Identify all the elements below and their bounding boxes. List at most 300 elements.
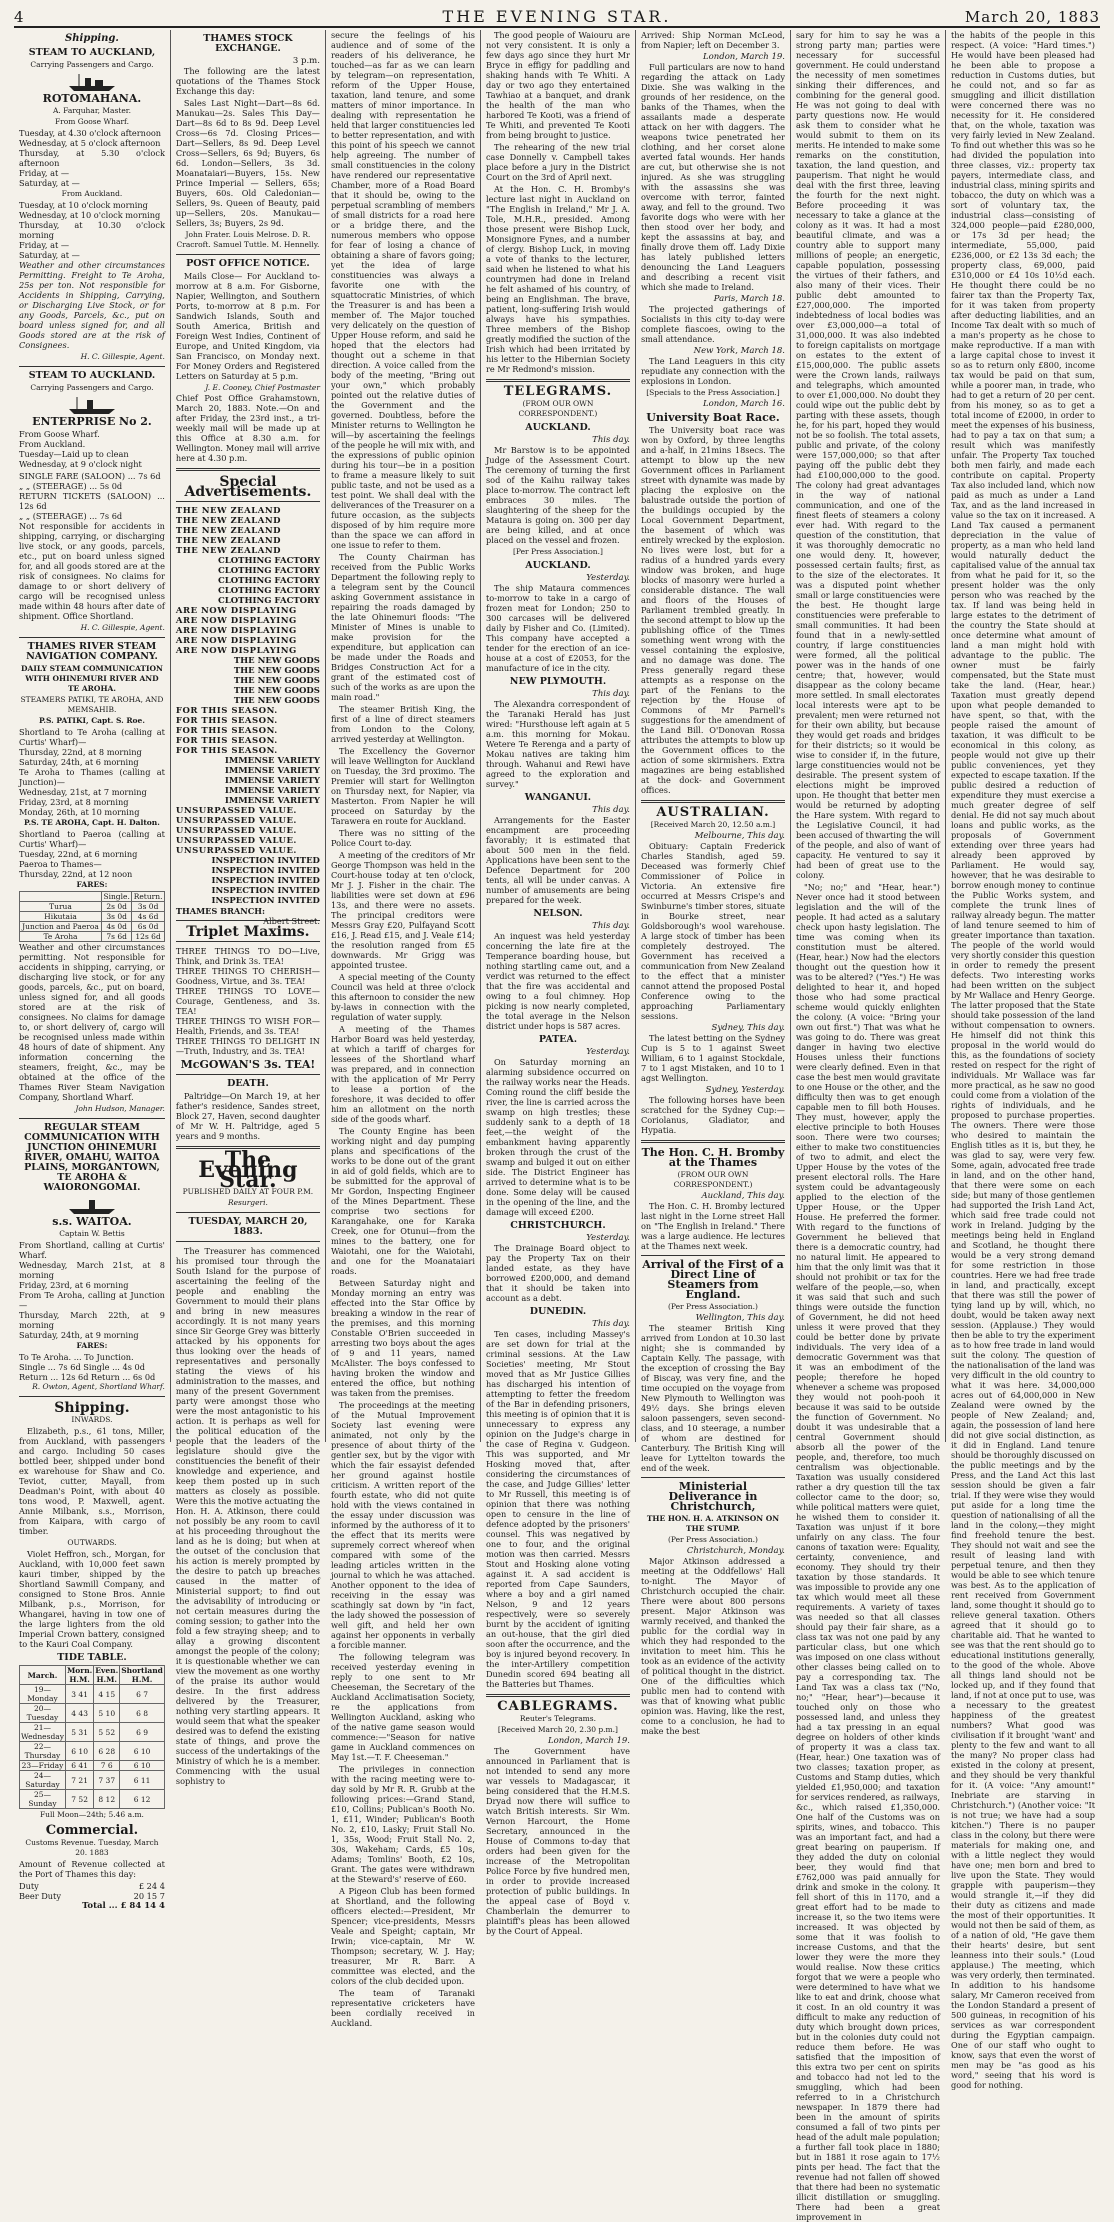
speech-continued: sary for him to say he was a strong party man; parties were necessary for successful government. He could understand the necessity of men sometimes sinking their differences, and combining for the general good. He was not going to deal with party questions now. He would ask them to consider what he would submit to them on its merits. He intended to make some remarks on the constitution, taxation, the land question, and pauperism. That night he would deal with the first three, leaving the fourth for the next night. Before proceeding it was necessary to take a glance at the colony as it was. It had a most beautiful climate, and was a country able to support many millions of people; an energetic, capable population, possessing the virtues of their fathers, and also many of their vices. Their public debt amounted to £27,000,000. The imported indebtedness of local bodies was over £3,000,000—a total of 31,000,000. It was also indebted to foreign capitalists on mortgage on estates to the extent of £15,000,000. The public assets were the Crown lands, railways and telegraphs, which amounted to over £1,000,000. No doubt they could wipe out the public debt by parting with these assets, though he, for his part, hoped they would not be so foolish. The total assets, public and private, of the colony were 157,000,000; so that after paying off the public debt they had £100,000,000 to the good. The colony had great advantages in the way of national communication, and one of the finest fleets of steamers a colony ever had. With regard to the question of the constitution, that it was thoroughly democratic no one would deny. It, however, possessed certain faults; first, as to the size of the electorates. It was a disputed point whether small or large constituencies were the best. He thought large constituencies were preferable to small communities. It had been found that in a newly-settled country, if large constituencies were formed, all the political power was in the hands of one centre; that, however, would disappear as the colony became more settled. In small electorates local interests were apt to be prevalent; men were returned not for their own ability, but because they would get roads and bridges for their districts; so it would be wise to consider if, in the future, large constituencies would not be desirable. The present system of elections might be improved upon. He thought that better men would be returned by adopting the Hare system. With regard to the Legislative Council, it had been accused of thwarting the will of the people, and also of want of capacity. He ventured to say it had been of great use to the colony. xyxy=(795,30,940,880)
table-cell: 21—Wednesday xyxy=(21,1723,64,1741)
news-paragraph: At the Hon. C. H. Bromby's lecture last night in Auckland on "The English in Ireland," Mr J. A. Tole, M.H.R., presided. Among those present were Bishop Luck, Monsignore Fynes, and a number of clergy. Bishop Luck, in moving a vote of thanks to the lecturer, said when he listened to what his countrymen had done in Ireland he felt ashamed of his country, of being an Englishman. The brave, patient, long-suffering Irish would always have his sympathies. Three members of the Bishop greatly modified the suction of the Irish which had been irritated by his letter to the Hibernian Society re Mr Redmond's mission. xyxy=(485,184,630,374)
table-cell: 3s 0d xyxy=(132,902,165,912)
telegram-body: The ship Mataura commences to-morrow to take in a cargo of frozen meat for London; 250 to 300 carcases will be delivered daily by Fisher and Co. (Limited). This company have accepted a tender for the erection of an ice-house at a cost of £2053, for the manufacture of ice in the city. xyxy=(485,583,630,673)
telegram-body: Ten cases, including Massey's are set down for trial at the criminal sessions. At the Law Societies' meeting, Mr Stout moved that as Mr Justice Gillies has discharged his intention of attempting to fetter the freedom of the Bar in defending prisoners, this meeting is of opinion that it is unnecessary to express any opinion on the Judge's charge in the case of Regina v. Gudgeon. This was supported, and Mr Hosking moved that, after considering the circumstances of the case, and Judge Gillies' letter to Mr Russell, this meeting is of opinion that there was nothing open to censure in the line of defence adopted by the prisoners' counsel. This was negatived by one to four, and the original motion was then carried. Messrs Stout and Hosking alone voting against it. A sad accident is reported from Cape Saunders, where a boy and a girl named Nelson, 9 and 12 years respectively, were so severely burnt by the accident of igniting an out-house, that the girl died soon after the occurrence, and the boy is injured beyond recovery. In the inter-Artillery competition Dunedin scored 694 beating all the Batteries but Thames. xyxy=(485,1329,630,1689)
commercial-label: Duty xyxy=(19,1881,39,1891)
schedule-line: Te Aroha to Thames (calling at Junction)— xyxy=(19,767,165,787)
ad-subtitle: Carrying Passengers and Cargo. xyxy=(30,60,154,69)
table-cell: 5 10 xyxy=(94,1704,120,1723)
divider xyxy=(176,1074,320,1075)
table-row xyxy=(20,932,165,942)
post-office-heading: POST OFFICE NOTICE. xyxy=(186,258,310,269)
table-cell: 6 41 xyxy=(65,1761,93,1771)
paper-nameplate: The Evening Star. xyxy=(198,1147,298,1193)
schedule-line: Wednesday, March 21st, at 8 morning xyxy=(19,1260,165,1280)
table-cell: 6s 0d xyxy=(132,922,165,932)
schedule-line: From Goose Wharf. xyxy=(19,429,100,439)
news-paragraph: The County Chairman has received from the Public Works Department the following reply to a telegram sent by the Council asking Government assistance in repairing the roads damaged by the late Ohinemuri floods: "The Minister of Mines is unable to make provision for the expenditure, but application can be made under the Roads and Bridges Construction Act for a grant of the estimated cost of such of the works as are upon the main road." xyxy=(330,552,475,702)
cablegrams-subtitle: Reuter's Telegrams. xyxy=(519,1714,597,1723)
table-cell: 25—Sunday xyxy=(20,1790,66,1809)
ad-title: REGULAR STEAM COMMUNICATION WITH JUNCTION OHINEMURI RIVER, OMAHU, WAITOA PLAINS, MORGANTOWN, TE AROHA & WAIORONGOMAI. xyxy=(24,1122,160,1193)
speech-continued: the habits of the people in this respect. (A voice: "Hard times.") He would have been pleased had he been able to propose a reduction in Customs duties, but he could not, and so far as smuggling and illicit distillation were concerned there was no necessity for it. He considered that, on the whole, taxation was very fairly levied in New Zealand. To find out whether this was so he had divided the population into three classes, viz.: property tax payers, intermediate class, and industrial class, mining spirits and tobacco, the duty on which was a sort of voluntary tax, the industrial class—consisting of 324,000 people—paid £280,000, or 17s 3d per head; the intermediate, 55,000, paid £236,000, or £2 13s 3d each; the property class, 69,000, paid £310,000 or £4 10s 10½d each. He thought there could be no fairer tax than the Property Tax, for it was taken from property after deducting liabilities, and an Income Tax dealt with so much of a man's property as he chose to make reproductive. If a man with a large capital chose to invest it so as to return only £800, income tax would be paid on that sum, while a poorer man, in trade, who had to get a return of 20 per cent. from his money, so as to get a total income of £2000, in order to meet the expenses of his business, had to pay a tax on that sum; a result which was manifestly unfair. The Property Tax touched both men fairly, and made each contribute on capital. Property Tax also included land, which now paid as much as under a Land Tax, and as the land increased in value so the tax on it increased. A Land Tax caused a permanent depreciation in the value of property, as a man who held land would naturally deduct the capitalised value of the annual tax from what he paid for it, so the present holder was the only person who was reached by the tax. If land was being held in large estates to the detriment of the country the State should at once determine what amount of land a man might hold with advantage to the public. The owner must be fairly compensated, but the State must take the land. (Hear, hear.) Taxation must greatly depend upon what people demanded to have spent, so that, with the people raised the amount of taxation, it was difficult to be economical in this colony, as people would not give up their public conveniences, yet they expected to escape taxation. If the public desired a reduction of expenditure they must exercise a much greater degree of self denial. He did not say much about loans and public works, as the proposals of Government extending over three years had already been approved by Parliament. He would say, however, that he was desirable to borrow enough money to continue the Public Works system, and complete the trunk lines of railway already begun. The matter of land tenure seemed to him of greater importance than taxation. The people of the world would very shortly consider this question in order to remedy the present defects. Two interesting works had been written on the subject by Mr Wallace and Henry George. The latter proposed that the State should take possession of the land without compensation to owners. He himself did not think this proposal in the world would do this, as the foundations of society rested on respect for the right of individuals. Mr Wallace was far more practical, as he saw no good could come from a violation of the rights of individuals, and he proposed to purchase properties. The owners. There were those who desired to maintain the English titles as it is, but they, he was glad to say, were very few. Some, again, advocated free trade in land, and on the other hand, that there were some on each side; but many of those gentlemen had supported the Irish Land Act, which said free trade could not work in Ireland. Judging by the meetings being held in England and Scotland, he thought there would be a very strong demand for some restriction in those countries. Here we had free trade in land, and practically, except that there was still the power of tying land up by will, which, no doubt, would be taken away next session. (Applause.) They would then be able to try the experiment as to how free trade in land would suit the colony. The question of the nationalisation of the land was very difficult in the old country to what it was here. 34,000,000 acres out of 64,000,000 in New Zealand were owned by the people of New Zealand; and, again, the possession of land here did not give social distinction, as it did in England. Land tenure should be thoroughly discussed on the public meetings and by the Press, and the Land Act this last session should be given a fair trial. If they were wise they would put aside for a long time the question of nationalising of all the land in the colony,—they might find freehold tenure the best. They should not wait and see the result of leasing land with perpetual tenure, and then they would be able to see which tenure was best. As to the application of rent received from Government land, some thought it should go to relieve general taxation. Others agreed that it should go to charitable aid. That he wanted to see was that the rent should go to educational institutions generally, to the good of the whole. Above all things land should not be locked up, and if they found that land, if not at once put to use, was a necessary to the greatest happiness of the greatest numbers? What good was civilisation if it brought 'want' and plenty to the few and want to all the many? No proper class had existed in the colony at present, and they should be very thankful for it. (A voice: "Any amount!" Inebriate are starving in Christchurch.") (Another voice: "It is not true; we have had a soup kitchen.") There is no pauper class in the colony, but there were materials for making one, and with a little neglect they would have one; men born and bred to live upon the State. They would grapple with pauperism—they would strangle it,—if they did their duty as citizens and made the most of their opportunities. It would not then be said of them, as of a nation of old, "He gave them their hearts' desire, but sent leanness into their souls." (Loud applause.) The meeting, which was very orderly, then terminated. In addition to his handsome salary, Mr Cameron received from the London Standard a present of 500 guineas, in recognition of his services as war correspondent during the Egyptian campaign. One of our staff who ought to know, says that even the worst of men may be "as good as his word," seeing that his word is good for nothing. xyxy=(951,30,1096,2090)
tide-table-heading: TIDE TABLE. xyxy=(57,1652,127,1663)
cable-body: The following horses have been scratched for the Sydney Cup:—Coriolanus, Gladiator, and Hypatia. xyxy=(640,1095,785,1135)
column-6 xyxy=(790,30,945,2222)
steamship-icon xyxy=(65,72,119,92)
commercial-body: Amount of Revenue collected at the Port of Thames this day: xyxy=(19,1859,165,1879)
shipping-heading: Shipping. xyxy=(54,1400,130,1416)
ad-line: FOR THIS SEASON. xyxy=(175,726,278,736)
ad-agent: H. C. Gillespie, Agent. xyxy=(80,623,165,632)
table-cell: 6 10 xyxy=(120,1761,165,1771)
ship-master: A. Farquhar, Master. xyxy=(52,106,131,115)
ad-title: STEAM TO AUCKLAND, xyxy=(28,47,156,58)
schedule-line: Saturday, at — xyxy=(19,178,80,188)
dateline-date: Sydney, Yesterday. xyxy=(705,1085,785,1095)
ad-note: Weather and other circumstances Permitting. Freight to Te Aroha, 25s per ton. Not responsible for Accidents in Shipping, Carrying, or Discharging Live Stock, or for any Goods, Parcels, &c., put on board unless signed for, and all Goods stored are at the risk of Consignees. xyxy=(19,260,165,350)
ad-line: UNSURPASSED VALUE. xyxy=(175,846,297,856)
table-cell: Single. xyxy=(103,892,130,901)
table-cell: 6 10 xyxy=(65,1742,93,1761)
commercial-value: £ 24 4 xyxy=(138,1881,165,1891)
ad-block xyxy=(175,506,320,926)
dateline-date: Auckland, This day. xyxy=(701,1191,785,1201)
table-row xyxy=(20,1685,165,1704)
table-cell: 7 6 xyxy=(94,1761,120,1771)
ad-line: IMMENSE VARIETY xyxy=(224,796,320,806)
ad-note: Not responsible for accidents in shipping, carrying, or discharging live stock, or any goods, parcels, etc., put on board unless signed for, and all goods stored are at the risk of consignees. No claims for damage to or short delivery of cargo will be recognised unless made within 48 hours after date of shipment. Office Shortland. xyxy=(19,521,165,621)
cable-body: The projected gatherings of Socialists in this city to-day were complete fiascoes, owing to the small attendance. xyxy=(640,304,785,344)
commercial-total: Total ... £ 84 14 4 xyxy=(82,1901,165,1911)
dateline-date: This day. xyxy=(592,921,630,931)
newspaper-title: THE EVENING STAR. xyxy=(442,7,672,26)
telegram-body: The Alexandra correspondent of the Taranaki Herald has just wired: "Hursthouse left again at 5 a.m. this morning for Mokau. Wetere Te Rerenga and a party of Mokau natives are taking him through. Wahanui and Rewi have agreed to the exploration and survey." xyxy=(485,699,630,789)
ship-name: s.s. WAITOA. xyxy=(52,1215,132,1228)
table-row xyxy=(20,1790,165,1809)
table-cell: 4 15 xyxy=(94,1685,120,1704)
dateline-date: New York, March 18. xyxy=(693,346,785,356)
schedule-line: Friday, at — xyxy=(19,168,70,178)
outwards-heading: OUTWARDS. xyxy=(67,1538,117,1547)
schedule-line: Thursday, at 10.30 o'clock morning xyxy=(19,220,165,240)
schedule-list xyxy=(19,128,165,188)
schedule-line: Saturday, 24th, at 6 morning xyxy=(19,757,139,767)
ad-line: ARE NOW DISPLAYING xyxy=(175,616,297,626)
divider xyxy=(19,1118,165,1119)
table-row xyxy=(20,1771,165,1790)
column-header: Even. H.M. xyxy=(95,1666,119,1684)
dateline-place: NELSON. xyxy=(533,908,583,919)
divider xyxy=(19,637,165,638)
schedule-line: Saturday, at — xyxy=(19,250,80,260)
schedule-line: Thursday, March 22th, at 9 morning xyxy=(19,1310,165,1330)
ad-line: IMMENSE VARIETY xyxy=(224,786,320,796)
dateline-place: AUCKLAND. xyxy=(525,422,591,433)
fare-line: Single ... 7s 6d Single ... 4s 0d xyxy=(19,1362,145,1372)
editorial-body: The Treasurer has commenced his promised tour through the South Island for the purpose of ascertaining the feeling of the people and enabling the Government to mould their plans and bring in new measures accordingly. It is not many years since Sir George Grey was bitterly attacked by his opponents for thus looking over the heads of representatives and personally stating the views of his administration to the masses, and many of the present Government party were amongst those who were the most antagonistic to his action. It is perhaps as well for the political education of the people that the leaders of the legislature should give the constituencies the benefit of their knowledge and experience, and keep them posted up in such matters as closely as possible. Were this the motive actuating the Hon. H. A. Atkinson, there could not possibly be any room to cavil at his proceeding throughout the land as he is doing; but when at the outset of the conclusion that his action is merely prompted by the desire to patch up breaches caused in the matter of Ministerial support; to find out the advisability of introducing or not certain measures during the coming session; to gather into the fold a few straying sheep; and to allay a growing discontent amongst the people of the colony; it is questionable whether we can view the movement as one worthy of the praise its author would desire. In the first address delivered by the Treasurer, nothing very startling appears. It would seem that what the speaker desired was to defend the existing state of things, and prove the success of the undertakings of the Ministry of which he is a member. Commencing with the usual sophistry to xyxy=(175,1246,320,1786)
column-header: Morn. H.M. xyxy=(66,1666,93,1684)
fares-table xyxy=(19,891,165,942)
issue-date: March 20, 1883 xyxy=(964,8,1100,26)
inwards-body: Elizabeth, p.s., 61 tons, Miller, from Auckland, with passengers and cargo. Including 50 cases bottled beer, shipped under bond ex warehouse for Shaw and Co. Teviot, cutter, Mayall, from Deadman's Point, with about 40 tons wood, P. Maxwell, agent. Annie Milbank, s.s., Morrison, from Kaipara, with cargo of timber. xyxy=(19,1426,165,1536)
ad-line: CLOTHING FACTORY xyxy=(217,596,320,606)
dateline-place: CHRISTCHURCH. xyxy=(510,1220,606,1231)
divider xyxy=(176,501,320,502)
news-paragraph: The steamer British King arrived from London at 10.30 last night; she is commanded by Captain Kelly. The passage, with the exception of crossing the Bay of Biscay, was very fine, and the time occupied on the voyage from New Plymouth to Wellington was 49½ days. She brings eleven saloon passengers, seven second-class, and 10 steerage, a number of whom are destined for Canterbury. The British King will leave for Lyttelton towards the end of the week. xyxy=(640,1323,785,1473)
schedule-list xyxy=(19,200,165,260)
schedule-line: Wednesday, at 9 o'clock night xyxy=(19,459,142,469)
masthead xyxy=(14,6,1100,28)
ad-line: THE NEW ZEALAND xyxy=(175,526,281,536)
news-paragraph: The rehearing of the new trial case Donnelly v. Campbell takes place before a jury in the District Court on the 3rd of April next. xyxy=(485,142,630,182)
ad-line: ARE NOW DISPLAYING xyxy=(175,646,297,656)
table-cell: 6 12 xyxy=(120,1790,165,1809)
received-note: [Received March 20, 12.50 a.m.] xyxy=(650,820,776,829)
divider xyxy=(486,1694,630,1697)
ad-agent: H. C. Gillespie, Agent. xyxy=(80,352,165,361)
fares-heading: FARES: xyxy=(76,880,108,889)
news-paragraph: Arrived: Ship Norman McLeod, from Napier; left on December 3. xyxy=(640,30,785,50)
speech-paragraph: "No; no;" and "Hear, hear.") Never once had it stood between legislation and the will of the people. It had acted as a salutary check upon hasty legislation. The time was coming when its constitution must be altered. (Hear, hear.) Now had the electors thought out the question how it was to be altered? ("Yes.") He was delighted to hear it, and hoped those who had some practical scheme would quickly enlighten the colony. (A voice: "Bring your own out first.") That was what he was going to do. There was great danger in having two elective Houses unless their functions were clearly defined. Even in that case the best men would gravitate to one House or the other, and the difficulty then was to get enough capable men to fill both Houses. They must, however, apply the elective principle to both Houses soon. There were two courses; either to make two constituencies of two to admit, and elect the Upper House by the votes of the present electoral rolls. The Hare system could be advantageously applied to the election of the Upper House, or the Upper House. He preferred the former. With regard to the functions of Government he believed that there is a democratic country, had no natural limit. He appeared to him that the only limit was that it should not prohibit or tax for the welfare of the people,—so, when it was said that such and such things were outside the function of Government, he did not heed unless it were proved that they could be better done by private individuals. The very idea of a democratic Government was that it was an embodiment of the people; therefore he hoped whenever a scheme was proposed they would not pooh-pooh it because it was said to be outside the function of Government. No doubt it was undesirable that a central Government should absorb all the power of the people, and, therefore, too much centralism was objectionable. Taxation was usually considered rather a dry question till the tax collector came to the door; so, while political matters were quiet, he wished them to consider it. Taxation was unjust if it bore unfairly on any class. The four canons of taxation were: Equality, certainty, convenience, and economy. They should try their taxation by those standards. It was impossible to provide any one tax which would meet all these requirements. A variety of taxes was needed so that all classes should pay their fair share, as a class tax was not one paid by any particular class, but one which was imposed on one class without other classes being called on to pay a corresponding tax. The Land Tax was a class tax ("No, no;" "Hear, hear")—because it touched only on those who possessed land, and unless they had a tax pressing in an equal degree on holders of other kinds of property it was a class tax. (Hear, hear.) One taxation was of two classes; taxation proper, as Customs and Stamp duties, which yielded £1,950,000; and taxation for services rendered, as railways, &c., which raised £1,350,000. One half of the Customs was on spirits, wines, and tobacco. This was an important fact, and had a great bearing on pauperism. If they added the duty on colonial beer, they would find that £762,000 was paid annually for drink and smoke in the colony. It fell short of this in 1170, and a great effort had to be made to increase it, so the two items were increased. It was objected by some that it was foolish to increase Customs, and that the lower they were the more they would realise. Now these critics forgot that we were a people who were determined to have what we like to eat and drink, choose what it cost. In an old country it was difficult to make any reduction of duty which brought down prices, but in the colonies duty could not reduce them before. He was satisfied that the imposition of this extra two per cent on spirits and tobacco had not led to the smuggling, which had been referred to in a Christchurch newspaper. In 1879 there had been in the amount of spirits consumed a fall of two pints per head of the adult male population; a further fall took place in 1880; but in 1881 it rose again to 17½ pints per head. The fact that the revenue had not fallen off showed that there had been no systematic illicit distillation or smuggling. There had been a great improvement in xyxy=(795,882,940,2222)
table-cell: Junction and Paeroa xyxy=(20,922,102,932)
ad-agent: John Hudson, Manager. xyxy=(75,1104,165,1113)
schedule-line: Thursday, 22nd, at 12 noon xyxy=(19,869,133,879)
ad-line: IMMENSE VARIETY xyxy=(224,756,320,766)
table-cell: 4 43 xyxy=(65,1704,93,1723)
table-row xyxy=(20,892,165,902)
post-office-note: Chief Post Office Grahamstown, March 20, 1883. Note.—On and after Friday, the 23rd inst., a tri-weekly mail will be made up at this Office at 8.30 a.m. for Wellington. Money mail will arrive here at 4.30 p.m. xyxy=(175,393,320,463)
triplet-line: THREE THINGS TO WISH FOR—Health, Friends, and 3s. TEA! xyxy=(175,1016,320,1036)
schedule-line: Friday, 23rd, at 6 morning xyxy=(19,1280,129,1290)
ad-line: INSPECTION INVITED xyxy=(211,886,320,896)
death-notice: Paltridge—On March 19, at her father's residence, Sandes street, Block 27, Haven, second daughter of Mr W. H. Paltridge, aged 5 years and 9 months. xyxy=(175,1091,320,1141)
commercial-line xyxy=(19,1881,165,1891)
table-cell: Return. xyxy=(133,892,163,901)
telegram-body: Mr Barstow is to be appointed Judge of the Assessment Court. The ceremony of turning the first sod of the Kaihu railway takes place to-morrow. The contract left embraces 30 miles. The slaughtering of the sheep for the Mataura is going on. 300 per day are being killed, and at once placed on the vessel and frozen. xyxy=(485,445,630,545)
schedule-line: Wednesday, 21st, at 7 morning xyxy=(19,787,147,797)
commercial-label: Beer Duty xyxy=(19,1891,61,1901)
schedule-line: Tuesday, at 10 o'clock morning xyxy=(19,200,148,210)
column-3 xyxy=(325,30,480,2028)
ship-name: P.S. TE AROHA, Capt. H. Dalton. xyxy=(24,818,160,827)
ad-line: IMMENSE VARIETY xyxy=(224,776,320,786)
ship-name: ENTERPRISE No 2. xyxy=(32,415,152,428)
dateline-date: London, March 19. xyxy=(548,1736,630,1746)
news-paragraph: The Hon. C. H. Bromby lectured last night in the Lorne street Hall on "The English in Ireland." There was a large audience. He lectures at the Thames next week. xyxy=(640,1201,785,1251)
schedule-line: Saturday, 24th, at 9 morning xyxy=(19,1330,139,1340)
ministerial-subtitle: THE HON. H. A. ATKINSON ON THE STUMP. xyxy=(646,1514,780,1533)
steamship-icon xyxy=(65,395,119,415)
paper-subtitle: PUBLISHED DAILY AT FOUR P.M. xyxy=(182,1187,314,1196)
news-paragraph: A Pigeon Club has been formed at Shortland, and the following officers elected:—President, Mr Spencer; vice-presidents, Messrs Veale and Speight; captain, Mr Irwin; vice-captain, Mr W. Thompson; secretary, W. J. Hay; treasurer, Mr R. Barr. A committee was elected, and the colors of the club decided upon. xyxy=(330,1886,475,1986)
ad-line: FOR THIS SEASON. xyxy=(175,746,278,756)
press-credit: [Per Press Association.] xyxy=(512,547,603,556)
table-cell: 6 9 xyxy=(120,1723,165,1742)
tide-note: Full Moon—24th; 5.46 a.m. xyxy=(39,1810,144,1819)
ad-line: THE NEW GOODS xyxy=(233,656,320,666)
press-credit: (Per Press Association.) xyxy=(667,1535,758,1544)
special-ads-heading: Special Advertisements. xyxy=(184,474,312,500)
column-5 xyxy=(635,30,790,1736)
ad-line: IMMENSE VARIETY xyxy=(224,766,320,776)
table-cell: Hikutaia xyxy=(20,912,102,922)
ad-title: THAMES RIVER STEAM NAVIGATION COMPANY. xyxy=(26,641,158,662)
dateline-date: Yesterday. xyxy=(586,1047,630,1057)
table-row xyxy=(20,1761,165,1771)
ad-line: THE NEW ZEALAND xyxy=(175,546,281,556)
divider xyxy=(176,941,320,942)
ad-branch-line xyxy=(175,906,320,926)
fare-line: „ „ (STEERAGE) ... 5s 0d xyxy=(19,481,123,491)
news-paragraph: The team of Taranaki representative cricketers have been cordially received in Auckland. xyxy=(330,1988,475,2028)
ship-captain: Captain W. Bettis xyxy=(59,1229,125,1238)
dateline-date: Sydney, This day. xyxy=(711,1023,785,1033)
table-cell: 4s 6d xyxy=(132,912,165,922)
dateline-date: London, March 19. xyxy=(703,52,785,62)
cable-body: The Government have announced in Parliament that is not intended to send any more war vessels to Madagascar, it being considered that the H.M.S. Dryad now there will suffice to watch British interests. Sir Wm. Vernon Harcourt, the Home Secretary, announced in the House of Commons to-day that orders had been given for the increase of the Metropolitan Police Force by five hundred men, in order to provide increased protection of public buildings. In the appeal case of Boyd v. Chamberlain the demurrer to plaintiff's pleas has been allowed by the Court of Appeal. xyxy=(485,1746,630,1936)
dateline-date: This day. xyxy=(592,689,630,699)
table-cell: 23—Friday xyxy=(20,1761,66,1771)
divider xyxy=(176,1241,320,1242)
postmaster-signature: J. E. Cooney, Chief Postmaster xyxy=(205,383,320,392)
divider xyxy=(176,254,320,255)
divider xyxy=(641,1140,785,1143)
schedule-line: Thursday, at 5.30 o'clock afternoon xyxy=(19,148,165,168)
cable-body: The latest betting on the Sydney Cup is 5 to 1 against Sweet William, 6 to 1 against Stockdale, 7 to 1 agst Mistaken, and 10 to 1 agst Wellington. xyxy=(640,1033,785,1083)
bromby-heading: The Hon. C. H. Bromby at the Thames xyxy=(641,1146,785,1169)
column-header: Shortland H.M. xyxy=(121,1666,163,1684)
fare-line: SINGLE FARE (SALOON) ... 7s 6d xyxy=(19,471,161,481)
telegrams-heading: TELEGRAMS. xyxy=(503,384,613,399)
ad-note: Weather and other circumstances permitting. Not responsible for accidents in shipping, carrying, or discharging live stock, or for any goods, parcels, &c., put on board, unless signed for, and all goods stored are at the risk of consignees. No claims for damage to, or short delivery of, cargo will be recognised unless made within 48 hours of date of shipment. Any information concerning the steamers, freight, &c., may be obtained at the office of the Thames River Steam Navigation Company, Shortland Wharf. xyxy=(19,942,165,1102)
ad-line: ARE NOW DISPLAYING xyxy=(175,636,297,646)
news-paragraph: The County Engine has been working night and day pumping plans and specifications of the works to be done out of the grant in aid of gold fields, which are to be submitted for the approval of Mr Gordon, Inspecting Engineer of the Mines Department. These comprise two sections for Karangahake, one for Karaka Creek, one for Otunui—from the mines to the battery, one for Waiotahi, one for the Waiotahi, and one for the Moanataiari roads. xyxy=(330,1126,475,1276)
table-row xyxy=(20,902,165,912)
ad-branch: THAMES BRANCH: xyxy=(175,906,266,916)
table-cell: 7 52 xyxy=(65,1790,93,1809)
boat-race-heading: University Boat Race. xyxy=(646,411,780,424)
fare-line: Return ... 12s 6d Return ... 6s 0d xyxy=(19,1372,156,1382)
ad-line: CLOTHING FACTORY xyxy=(217,586,320,596)
ad-subtitle: Carrying Passengers and Cargo. xyxy=(30,383,154,392)
ad-line: THE NEW GOODS xyxy=(233,666,320,676)
table-cell: 6 11 xyxy=(120,1771,165,1790)
dateline-date: Paris, March 18. xyxy=(713,294,785,304)
table-cell: 7 21 xyxy=(65,1771,93,1790)
commercial-heading: Commercial. xyxy=(45,1823,139,1838)
cable-body: The Land Leaguers in this city repudiate any connection with the explosions in London. xyxy=(640,356,785,386)
schedule-heading: From Auckland. xyxy=(61,189,123,198)
dateline-date: Yesterday. xyxy=(586,1233,630,1243)
news-paragraph: A meeting of the Thames Harbor Board was held yesterday, at which a tariff of charges for lessees of the Shortland wharf was prepared, and in connection with the application of Mr Perry to lease a portion of the foreshore, it was decided to offer him an allotment on the north side of the goods wharf. xyxy=(330,1024,475,1124)
ministerial-heading: Ministerial Deliverance in Christchurch, xyxy=(668,1480,758,1513)
cable-body: The University boat race was won by Oxford, by three lengths and a-half, in 21mins 18secs. The attempt to blow up the new Government offices in Parliament street with dynamite was made by placing the explosive on the balustrade outside the portion of the buildings occupied by the Local Government Department, the basement of which was entirely wrecked by the explosion. No lives were lost, but for a radius of a hundred yards every window was broken, and huge blocks of masonry were hurled a considerable distance. The wall and floors of the Houses of Parliament trembled greatly. In the second attempt to blow up the publishing office of the Times something went wrong with the vessel containing the explosive, and no damage was done. The Press generally regard these attempts as a response on the part of the Fenians to the rejection by the House of Commons of Mr Parnell's suggestions for the amendment of the Land Bill. O'Donovan Rossa attributes the attempts to blow up the Government offices to the action of some skirmishers. Extra magazines are being established at the dock- and Government offices. xyxy=(640,425,785,795)
telegram-body: The Drainage Board object to pay the Property Tax on their landed estate, as they have borrowed £200,000, and demand that it should be taken into account as a debt. xyxy=(485,1243,630,1303)
commercial-line xyxy=(19,1891,165,1901)
arrival-heading: Arrival of the First of a Direct Line of Steamers from England. xyxy=(642,1258,784,1301)
news-paragraph: A special meeting of the County Council was held at three o'clock this afternoon to consider the new by-laws in connection with the regulation of water supply. xyxy=(330,972,475,1022)
ad-line: THE NEW ZEALAND xyxy=(175,516,281,526)
column-header: March. xyxy=(20,1666,66,1685)
ad-line: CLOTHING FACTORY xyxy=(217,556,320,566)
press-credit: (Per Press Association.) xyxy=(667,1302,758,1311)
table-cell: 12s 6d xyxy=(132,932,165,942)
ad-line: ARE NOW DISPLAYING xyxy=(175,606,297,616)
schedule-line: Wednesday, at 5 o'clock afternoon xyxy=(19,138,161,148)
divider xyxy=(176,1212,320,1213)
schedule-line: Paeroa to Thames— xyxy=(19,859,102,869)
table-row xyxy=(20,1704,165,1723)
news-paragraph: A meeting of the creditors of Mr George Thompson was held in the Court-house today at ten o'clock, Mr J. J. Fisher in the chair. The liabilities were set down at £96 13s, and there were no assets. The principal creditors were Messrs Gray £20, Pulfayand Scott £16, J. Read £15, and J. Veale £14; the resolution ranged from £5 downwards. Mr Grigg was appointed trustee. xyxy=(330,850,475,970)
table-cell: 7s 6d xyxy=(102,932,132,942)
news-paragraph: The following telegram was received yesterday evening in reply to one sent to Mr Cheeseman, the Secretary of the Auckland Acclimatisation Society, re the applications from Wellington Auckland, asking who of the native game season would commence:—"Season for native game in Auckland commences on May 1st.—T. F. Cheeseman." xyxy=(330,1652,475,1762)
ad-line: ARE NOW DISPLAYING xyxy=(175,626,297,636)
table-row xyxy=(20,922,165,932)
australian-heading: AUSTRALIAN. xyxy=(656,805,770,820)
schedule-heading: From Goose Wharf. xyxy=(54,117,129,126)
schedule-line: Friday, at — xyxy=(19,240,70,250)
column-1 xyxy=(14,30,170,1911)
ad-title: STEAM TO AUCKLAND. xyxy=(28,370,156,381)
received-note: [Received March 20, 2.30 p.m.] xyxy=(497,1725,618,1734)
dateline-place: NEW PLYMOUTH. xyxy=(509,676,607,687)
schedule-line: Shortland to Te Aroha (calling at Curtis' Wharf)— xyxy=(19,727,165,747)
table-cell: 6 8 xyxy=(120,1704,165,1723)
divider xyxy=(19,1396,165,1397)
table-row xyxy=(20,1742,165,1761)
telegram-body: On Saturday morning an alarming subsidence occurred on the railway works near the Heads. Coming round the cliff beside the river, the line is carried across the swamp on high trestles; these suddenly sank to a depth of 18 feet,—the weight of the embankment having apparently broken through the crust of the swamp and bulged it out on either side. The District Engineer has arrived to determine what is to be done. Some delay will be caused in the opening of the line, and the damage will exceed £200. xyxy=(485,1057,630,1217)
table-cell: 5 31 xyxy=(65,1723,93,1742)
triplet-heading: Triplet Maxims. xyxy=(186,924,310,940)
death-heading: DEATH. xyxy=(227,1078,269,1089)
fares-heading: FARES: xyxy=(76,1341,108,1350)
ad-line: THE NEW GOODS xyxy=(233,696,320,706)
table-cell: 3 41 xyxy=(65,1685,93,1704)
table-cell: 24—Saturday xyxy=(20,1771,66,1790)
dateline-date: Christchurch, Monday. xyxy=(686,1546,785,1556)
column-7 xyxy=(945,30,1100,2090)
news-paragraph: The Excellency the Governor will leave Wellington for Auckland on Tuesday, the 3rd proximo. The Premier will start for Wellington on Thursday next, for Napier, via Masterton. From Napier he will proceed on Saturday by the Tarawera en route for Auckland. xyxy=(330,746,475,826)
triplet-line: THREE THINGS TO LOVE—Courage, Gentleness, and 3s. TEA! xyxy=(175,986,320,1016)
schedule-line: Tuesday—Laid up to clean xyxy=(19,449,129,459)
schedule-line: From Auckland. xyxy=(19,439,86,449)
ad-line: THE NEW ZEALAND xyxy=(175,506,281,516)
news-paragraph: The good people of Waiouru are not very consistent. It is only a few days ago since they hurt Mr Bryce in effigy for paddling and shaking hands with Te Whiti. A day or two ago they entertained Tawhiao at a banquet, and drank the health of the man who harbored Te Kooti, was a friend of Te Whiti, and prevented Te Kooti from being brought to justice. xyxy=(485,30,630,140)
paper-motto: Resurgeri. xyxy=(227,1198,268,1207)
ad-line: THE NEW GOODS xyxy=(233,676,320,686)
dateline-place: DUNEDIN. xyxy=(529,1306,587,1317)
schedule-line: Tuesday, at 4.30 o'clock afternoon xyxy=(19,128,162,138)
page-number: 4 xyxy=(14,8,25,26)
table-cell: 20—Tuesday xyxy=(20,1704,66,1723)
ship-name: ROTOMAHANA. xyxy=(42,92,142,105)
divider xyxy=(19,366,165,367)
triplet-line: THREE THINGS TO CHERISH—Goodness, Virtue, and 3s. TEA! xyxy=(175,966,320,986)
ad-subtitle: STEAMERS PATIKI, TE AROHA, AND MEMSAHIB. xyxy=(20,695,164,714)
ad-line: INSPECTION INVITED xyxy=(211,866,320,876)
correspondent-note: (FROM OUR OWN CORRESPONDENT.) xyxy=(673,1170,753,1189)
fare-line: „ „ (STEERAGE) ... 7s 6d xyxy=(19,511,123,521)
editorial-date: TUESDAY, MARCH 20, 1883. xyxy=(188,1216,308,1237)
schedule-line: Monday, 26th, at 10 morning xyxy=(19,807,140,817)
ad-line: INSPECTION INVITED xyxy=(211,876,320,886)
divider xyxy=(641,1255,785,1256)
table-cell: 7 37 xyxy=(94,1771,120,1790)
ad-line: INSPECTION INVITED xyxy=(211,856,320,866)
schedule-line: Friday, 23rd, at 8 morning xyxy=(19,797,129,807)
dateline-date: Wellington, This day. xyxy=(695,1313,785,1323)
triplet-line: THREE THINGS TO DELIGHT IN—Truth, Industry, and 3s. TEA! xyxy=(175,1036,320,1056)
ad-line: THE NEW GOODS xyxy=(233,686,320,696)
news-paragraph: The privileges in connection with the racing meeting were to-day sold by Mr R. R. Grubb at the following prices:—Grand Stand, £10, Collins; Publican's Booth No. 1, £11, Winder; Publican's Booth No. 2, £10, Lasky; Fruit Stall No. 1, 35s, Wood; Fruit Stall No. 2, 30s, Wakeham; Cards, £5 10s, Adams; Tomlins' Booth, £2 10s, Grant. The gates were withdrawn at the Steward's' reserve of £60. xyxy=(330,1764,475,1884)
mail-schedule: Mails Close— For Auckland to-morrow at 8 a.m. For Gisborne, Napier, Wellington, and Southern Ports, to-morrow at 8 p.m. For Sandwich Islands, South and South America, British and Foreign West Indies, Continent of Europe, and United Kingdom, via San Francisco, on Monday next. For Money Orders and Registered Letters on Saturday at 5 p.m. xyxy=(175,271,320,381)
table-cell: 2s 0d xyxy=(102,902,132,912)
ad-branch-address: Albert Street. xyxy=(263,916,320,926)
ad-line: INSPECTION INVITED xyxy=(211,896,320,906)
table-cell: 6 28 xyxy=(94,1742,120,1761)
fare-line: To Te Aroha. ... To Junction. xyxy=(19,1352,134,1362)
ad-line: THE NEW ZEALAND xyxy=(175,536,281,546)
table-row xyxy=(20,1723,165,1742)
dateline-date: London, March 16. xyxy=(703,399,785,409)
stock-exchange-time: 3 p.m. xyxy=(292,56,320,66)
ad-line: FOR THIS SEASON. xyxy=(175,706,278,716)
schedule-line: Tuesday, 22nd, at 6 morning xyxy=(19,849,138,859)
news-paragraph: Major Atkinson addressed a meeting at the Oddfellows' Hall to-night. The Mayor of Christchurch occupied the chair. There were about 800 persons present. Major Atkinson was warmly received, and thanked the public for the cordial way in which they had responded to the invitation to meet him. This he took as an evidence of the activity of political thought in the district. One of the difficulties which public men had to contend with was that of knowing what public opinion was. Having, like the rest, come to a conclusion, he had to make the best xyxy=(640,1556,785,1736)
stock-exchange-heading: THAMES STOCK EXCHANGE. xyxy=(203,33,293,54)
telegrams-subtitle: (FROM OUR OWN CORRESPONDENT.) xyxy=(518,399,598,418)
fare-list xyxy=(19,471,165,521)
stock-sales: Sales Last Night—Dart—8s 6d. Manukau—2s. Sales This Day—Dart—8s 6d to 8s 9d. Deep Level Cross—6s 7d. Closing Prices—Dart—Sellers, 8s 9d. Deep Level Cross—Sellers, 6s 9d; Buyers, 6s 6d. London—Sellers, 3s 3d. Moanataiari—Buyers, 15s. New Prince Imperial — Sellers, 65s; Buyers, 60s. Old Caledonian—Sellers, 9s. Queen of Beauty, paid up—Sellers, 20s. Manukau—Sellers, 3s; Buyers, 2s 9d. xyxy=(175,98,320,228)
table-cell: 8 12 xyxy=(94,1790,120,1809)
steamship-icon xyxy=(65,1195,119,1215)
divider xyxy=(641,1477,785,1478)
table-cell: 5 52 xyxy=(94,1723,120,1742)
fare-line: RETURN TICKETS (SALOON) ... 12s 6d xyxy=(19,491,165,511)
dateline-date: This day. xyxy=(592,805,630,815)
table-cell xyxy=(20,892,102,902)
tea-slogan: McGOWAN'S 3s. TEA! xyxy=(180,1058,316,1071)
dateline-place: PATEA. xyxy=(538,1034,578,1045)
section-heading: Shipping. xyxy=(65,33,119,44)
schedule-line: From Shortland, calling at Curtis' Wharf. xyxy=(19,1240,165,1260)
cable-body: Full particulars are now to hand regarding the attack on Lady Dixie. She was walking in the grounds of her residence, on the banks of the Thames, when the assailants made a desperate attack on her with daggers. The weapons twice penetrated her clothing, and her corset alone averted fatal wounds. Her hands are cut, but otherwise she is not injured. As she was struggling with the assassins she was overcome with terror, fainted away, and fell to the ground. Two favorite dogs who were with her then stood over her body, and kept the assassins at bay, and finally drove them off. Lady Dixie has lately published letters denouncing the Land Leaguers and describing a recent visit which she made to Ireland. xyxy=(640,62,785,292)
ad-body: DAILY STEAM COMMUNICATION WITH OHINEMURI RIVER AND TE AROHA. xyxy=(21,664,163,693)
commercial-value: 20 15 7 xyxy=(133,1891,165,1901)
cablegrams-heading: CABLEGRAMS. xyxy=(497,1699,619,1714)
ad-line: CLOTHING FACTORY xyxy=(217,566,320,576)
ad-line: UNSURPASSED VALUE. xyxy=(175,836,297,846)
triplet-line: THREE THINGS TO DO—Live, Think, and Drink 3s. TEA! xyxy=(175,946,320,966)
ad-line: UNSURPASSED VALUE. xyxy=(175,816,297,826)
divider xyxy=(641,800,785,803)
table-header-row xyxy=(20,1666,165,1685)
table-cell: 22—Thursday xyxy=(20,1742,66,1761)
page-columns xyxy=(14,30,1100,2222)
dateline-place: WANGANUI. xyxy=(524,792,592,803)
dateline-place: AUCKLAND. xyxy=(525,560,591,571)
stock-brokers: John Frater. Louis Melrose. D. R. Cracroft. Samuel Tuttle. M. Hennelly. xyxy=(176,230,320,249)
table-cell: 6 7 xyxy=(120,1685,165,1704)
table-cell: 3s 0d xyxy=(102,912,132,922)
press-credit: [Specials to the Press Association.] xyxy=(646,388,780,397)
schedule-line: From Te Aroha, calling at Junction— xyxy=(19,1290,165,1310)
table-cell: 6 10 xyxy=(120,1742,165,1761)
divider xyxy=(176,468,320,471)
tide-table xyxy=(19,1665,165,1809)
ad-line: FOR THIS SEASON. xyxy=(175,736,278,746)
ad-line: UNSURPASSED VALUE. xyxy=(175,826,297,836)
